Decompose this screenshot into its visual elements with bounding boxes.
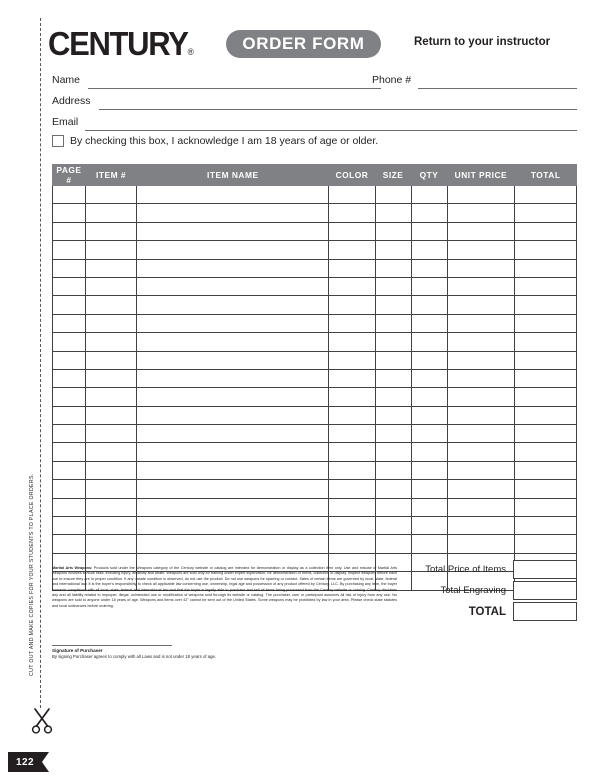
table-row bbox=[53, 517, 577, 535]
table-cell[interactable] bbox=[411, 517, 447, 535]
table-cell[interactable] bbox=[85, 222, 136, 240]
table-cell[interactable] bbox=[411, 461, 447, 479]
table-cell[interactable] bbox=[447, 443, 515, 461]
table-cell[interactable] bbox=[85, 443, 136, 461]
column-header-unit-price: UNIT PRICE bbox=[447, 165, 515, 186]
table-row bbox=[53, 425, 577, 443]
table-cell[interactable] bbox=[137, 204, 329, 222]
table-cell[interactable] bbox=[85, 333, 136, 351]
order-items-table bbox=[52, 164, 577, 591]
table-cell[interactable] bbox=[329, 406, 375, 424]
table-cell[interactable] bbox=[515, 369, 577, 387]
table-cell[interactable] bbox=[375, 186, 411, 204]
table-cell[interactable] bbox=[53, 277, 86, 295]
table-cell[interactable] bbox=[53, 241, 86, 259]
table-cell[interactable] bbox=[85, 517, 136, 535]
table-cell[interactable] bbox=[375, 443, 411, 461]
table-cell[interactable] bbox=[53, 406, 86, 424]
table-cell[interactable] bbox=[85, 351, 136, 369]
phone-label: Phone # bbox=[372, 74, 412, 86]
table-cell[interactable] bbox=[411, 425, 447, 443]
address-field-row bbox=[52, 95, 577, 111]
table-cell[interactable] bbox=[515, 333, 577, 351]
table-cell[interactable] bbox=[515, 406, 577, 424]
table-cell[interactable] bbox=[447, 296, 515, 314]
table-row bbox=[53, 480, 577, 498]
totals-block bbox=[407, 560, 577, 623]
table-cell[interactable] bbox=[137, 406, 329, 424]
table-cell[interactable] bbox=[375, 498, 411, 516]
table-cell[interactable] bbox=[447, 406, 515, 424]
table-cell[interactable] bbox=[329, 241, 375, 259]
table-row bbox=[53, 222, 577, 240]
form-header bbox=[48, 25, 577, 68]
table-cell[interactable] bbox=[137, 443, 329, 461]
table-cell[interactable] bbox=[137, 461, 329, 479]
table-cell[interactable] bbox=[329, 461, 375, 479]
table-row bbox=[53, 498, 577, 516]
table-cell[interactable] bbox=[411, 222, 447, 240]
total-price-label: Total Price of Items bbox=[425, 564, 506, 575]
email-field-row bbox=[52, 116, 577, 132]
table-cell[interactable] bbox=[411, 259, 447, 277]
table-cell[interactable] bbox=[329, 480, 375, 498]
table-row bbox=[53, 241, 577, 259]
table-cell[interactable] bbox=[329, 296, 375, 314]
table-cell[interactable] bbox=[375, 425, 411, 443]
table-cell[interactable] bbox=[411, 498, 447, 516]
table-cell[interactable] bbox=[515, 241, 577, 259]
table-cell[interactable] bbox=[85, 406, 136, 424]
table-cell[interactable] bbox=[375, 406, 411, 424]
table-header-row bbox=[53, 165, 577, 186]
table-row bbox=[53, 535, 577, 553]
table-cell[interactable] bbox=[375, 241, 411, 259]
table-cell[interactable] bbox=[447, 480, 515, 498]
name-input[interactable] bbox=[88, 88, 381, 89]
column-header-qty: QTY bbox=[411, 165, 447, 186]
table-cell[interactable] bbox=[411, 480, 447, 498]
legal-heading: Martial Arts Weapons: bbox=[52, 566, 93, 570]
table-cell[interactable] bbox=[447, 277, 515, 295]
table-cell[interactable] bbox=[447, 204, 515, 222]
table-cell[interactable] bbox=[515, 222, 577, 240]
table-cell[interactable] bbox=[375, 277, 411, 295]
table-cell[interactable] bbox=[375, 351, 411, 369]
table-cell[interactable] bbox=[85, 259, 136, 277]
table-cell[interactable] bbox=[447, 222, 515, 240]
table-cell[interactable] bbox=[375, 535, 411, 553]
cut-instruction-text: CUT OUT AND MAKE COPIES FOR YOUR STUDENTS TO PLACE ORDERS. bbox=[29, 473, 35, 676]
signature-title: Signature of Purchaser bbox=[52, 648, 103, 653]
table-cell[interactable] bbox=[329, 186, 375, 204]
table-cell[interactable] bbox=[447, 333, 515, 351]
totals-row bbox=[407, 581, 577, 600]
table-row bbox=[53, 204, 577, 222]
table-cell[interactable] bbox=[515, 498, 577, 516]
table-cell[interactable] bbox=[515, 186, 577, 204]
table-cell[interactable] bbox=[85, 314, 136, 332]
column-header-size: SIZE bbox=[375, 165, 411, 186]
name-label: Name bbox=[52, 74, 81, 86]
table-cell[interactable] bbox=[329, 369, 375, 387]
table-cell[interactable] bbox=[137, 277, 329, 295]
table-cell[interactable] bbox=[375, 296, 411, 314]
table-cell[interactable] bbox=[411, 296, 447, 314]
email-input[interactable] bbox=[85, 130, 577, 131]
table-cell[interactable] bbox=[375, 204, 411, 222]
table-row bbox=[53, 333, 577, 351]
table-cell[interactable] bbox=[447, 241, 515, 259]
table-cell[interactable] bbox=[515, 480, 577, 498]
table-cell[interactable] bbox=[329, 204, 375, 222]
table-cell[interactable] bbox=[85, 461, 136, 479]
table-cell[interactable] bbox=[85, 296, 136, 314]
return-to-instructor-note: Return to your instructor bbox=[414, 36, 551, 48]
table-cell[interactable] bbox=[411, 204, 447, 222]
table-cell[interactable] bbox=[53, 369, 86, 387]
table-cell[interactable] bbox=[53, 461, 86, 479]
table-cell[interactable] bbox=[447, 461, 515, 479]
name-phone-field-row bbox=[52, 74, 577, 90]
order-items-body bbox=[53, 186, 577, 591]
total-engraving-label: Total Engraving bbox=[440, 585, 506, 596]
table-cell[interactable] bbox=[53, 425, 86, 443]
table-cell[interactable] bbox=[447, 314, 515, 332]
table-cell[interactable] bbox=[411, 277, 447, 295]
table-cell[interactable] bbox=[447, 369, 515, 387]
table-cell[interactable] bbox=[447, 259, 515, 277]
table-cell[interactable] bbox=[375, 369, 411, 387]
total-price-input[interactable] bbox=[513, 560, 577, 579]
table-cell[interactable] bbox=[329, 314, 375, 332]
table-cell[interactable] bbox=[137, 480, 329, 498]
table-cell[interactable] bbox=[53, 517, 86, 535]
table-cell[interactable] bbox=[515, 461, 577, 479]
table-cell[interactable] bbox=[329, 517, 375, 535]
cut-dashed-line bbox=[40, 18, 41, 708]
table-cell[interactable] bbox=[137, 333, 329, 351]
table-cell[interactable] bbox=[137, 369, 329, 387]
email-label: Email bbox=[52, 116, 79, 128]
table-cell[interactable] bbox=[329, 351, 375, 369]
age-acknowledgement-label: By checking this box, I acknowledge I am 18 years of age or older. bbox=[70, 135, 379, 147]
table-cell[interactable] bbox=[375, 461, 411, 479]
table-row bbox=[53, 388, 577, 406]
order-form-sheet bbox=[48, 0, 577, 782]
table-cell[interactable] bbox=[85, 204, 136, 222]
table-cell[interactable] bbox=[375, 314, 411, 332]
table-cell[interactable] bbox=[53, 498, 86, 516]
table-cell[interactable] bbox=[329, 425, 375, 443]
table-cell[interactable] bbox=[53, 186, 86, 204]
table-cell[interactable] bbox=[329, 498, 375, 516]
signature-note: By signing Purchaser agrees to comply with all Laws and is not under 18 years of age. bbox=[52, 654, 217, 659]
brand-name: CENTURY bbox=[48, 25, 188, 62]
page-number-badge: 122 bbox=[8, 752, 42, 772]
table-cell[interactable] bbox=[411, 388, 447, 406]
table-cell[interactable] bbox=[53, 388, 86, 406]
table-cell[interactable] bbox=[137, 296, 329, 314]
table-cell[interactable] bbox=[375, 517, 411, 535]
address-label: Address bbox=[52, 95, 91, 107]
table-cell[interactable] bbox=[53, 296, 86, 314]
legal-disclaimer bbox=[52, 566, 397, 609]
table-cell[interactable] bbox=[447, 186, 515, 204]
table-cell[interactable] bbox=[53, 204, 86, 222]
table-cell[interactable] bbox=[85, 535, 136, 553]
table-cell[interactable] bbox=[515, 314, 577, 332]
signature-block bbox=[52, 645, 227, 660]
table-row bbox=[53, 351, 577, 369]
table-row bbox=[53, 259, 577, 277]
table-cell[interactable] bbox=[515, 517, 577, 535]
totals-row bbox=[407, 560, 577, 579]
table-cell[interactable] bbox=[53, 351, 86, 369]
table-cell[interactable] bbox=[447, 517, 515, 535]
signature-line[interactable] bbox=[52, 645, 172, 646]
table-cell[interactable] bbox=[375, 333, 411, 351]
table-cell[interactable] bbox=[329, 388, 375, 406]
table-row bbox=[53, 277, 577, 295]
table-cell[interactable] bbox=[85, 425, 136, 443]
table-cell[interactable] bbox=[515, 296, 577, 314]
table-cell[interactable] bbox=[329, 277, 375, 295]
table-cell[interactable] bbox=[85, 388, 136, 406]
table-cell[interactable] bbox=[447, 425, 515, 443]
table-cell[interactable] bbox=[85, 186, 136, 204]
table-cell[interactable] bbox=[137, 498, 329, 516]
table-cell[interactable] bbox=[85, 480, 136, 498]
phone-input[interactable] bbox=[418, 88, 577, 89]
table-cell[interactable] bbox=[329, 535, 375, 553]
table-cell[interactable] bbox=[137, 351, 329, 369]
table-cell[interactable] bbox=[137, 186, 329, 204]
table-cell[interactable] bbox=[447, 351, 515, 369]
table-row bbox=[53, 186, 577, 204]
table-cell[interactable] bbox=[53, 222, 86, 240]
table-cell[interactable] bbox=[137, 388, 329, 406]
table-cell[interactable] bbox=[447, 535, 515, 553]
table-cell[interactable] bbox=[447, 388, 515, 406]
table-cell[interactable] bbox=[411, 241, 447, 259]
registered-trademark-icon: ® bbox=[187, 47, 194, 57]
century-logo bbox=[48, 26, 194, 70]
table-cell[interactable] bbox=[85, 498, 136, 516]
table-cell[interactable] bbox=[375, 480, 411, 498]
table-cell[interactable] bbox=[137, 314, 329, 332]
table-cell[interactable] bbox=[411, 535, 447, 553]
table-cell[interactable] bbox=[375, 388, 411, 406]
table-cell[interactable] bbox=[85, 241, 136, 259]
table-cell[interactable] bbox=[53, 480, 86, 498]
table-cell[interactable] bbox=[329, 222, 375, 240]
table-cell[interactable] bbox=[515, 443, 577, 461]
table-cell[interactable] bbox=[515, 259, 577, 277]
total-engraving-input[interactable] bbox=[513, 581, 577, 600]
table-cell[interactable] bbox=[329, 333, 375, 351]
table-cell[interactable] bbox=[411, 333, 447, 351]
table-cell[interactable] bbox=[411, 314, 447, 332]
column-header-page: PAGE # bbox=[53, 165, 86, 186]
table-cell[interactable] bbox=[329, 443, 375, 461]
table-row bbox=[53, 314, 577, 332]
column-header-item-name: ITEM NAME bbox=[137, 165, 329, 186]
order-form-title-pill: ORDER FORM bbox=[226, 30, 381, 58]
table-cell[interactable] bbox=[137, 222, 329, 240]
column-header-item-number: ITEM # bbox=[85, 165, 136, 186]
table-cell[interactable] bbox=[411, 443, 447, 461]
table-cell[interactable] bbox=[515, 204, 577, 222]
table-cell[interactable] bbox=[411, 369, 447, 387]
table-cell[interactable] bbox=[137, 517, 329, 535]
table-row bbox=[53, 296, 577, 314]
totals-row bbox=[407, 602, 577, 621]
table-cell[interactable] bbox=[515, 535, 577, 553]
table-row bbox=[53, 369, 577, 387]
grand-total-input[interactable] bbox=[513, 602, 577, 621]
table-row bbox=[53, 406, 577, 424]
table-cell[interactable] bbox=[53, 443, 86, 461]
legal-body: Products sold under the Weapons category of the Century website or catalog are intended for demonstration or display as a collection item only. Use and misuse of Martial Arts weapons involves serious risks, including injury, disability and death. Weapons are sold only for training under expert supervision, for demonstration or forms, collection or display. Inspect weapons before each use to ensure they are in proper condition. If any unsafe condition is observed, do not use the product. Do not use weapons for sparring or contact. Sales of certain items are governed by local, state, federal and international law. It is the buyer's responsibility to check all applicable law concerning use, ownership, legal age and possession of any product offered by Century, LLC. By purchasing any item, the buyer warrants compliance with all local, state, federal and international law and that the buyer is legally able to purchase and sell all items being purchased from the Century website or catalog. Century disclaims any and all liability related to improper, illegal, unintended use or modification of weapons sold through its website or catalog. The purchaser, user or participant assumes all risk of injury from any use. No weapons are sold to anyone under 18 years of age. Weapons and items over 42" cannot be sent out of the United States. Some weapons may be prohibited by law in your area. Please check state statutes and local ordinances before ordering. bbox=[52, 566, 397, 608]
table-cell[interactable] bbox=[53, 259, 86, 277]
table-cell[interactable] bbox=[375, 259, 411, 277]
table-cell[interactable] bbox=[53, 314, 86, 332]
table-cell[interactable] bbox=[411, 186, 447, 204]
table-cell[interactable] bbox=[447, 498, 515, 516]
table-cell[interactable] bbox=[137, 535, 329, 553]
table-cell[interactable] bbox=[137, 241, 329, 259]
column-header-total: TOTAL bbox=[515, 165, 577, 186]
grand-total-label: TOTAL bbox=[468, 605, 506, 618]
table-cell[interactable] bbox=[375, 222, 411, 240]
table-cell[interactable] bbox=[137, 425, 329, 443]
table-row bbox=[53, 461, 577, 479]
table-cell[interactable] bbox=[411, 406, 447, 424]
table-cell[interactable] bbox=[515, 425, 577, 443]
age-acknowledgement-checkbox[interactable] bbox=[52, 135, 64, 147]
table-cell[interactable] bbox=[515, 277, 577, 295]
table-cell[interactable] bbox=[137, 259, 329, 277]
age-acknowledgement-row[interactable] bbox=[52, 135, 378, 147]
table-row bbox=[53, 443, 577, 461]
column-header-color: COLOR bbox=[329, 165, 375, 186]
table-cell[interactable] bbox=[515, 388, 577, 406]
table-cell[interactable] bbox=[85, 277, 136, 295]
table-cell[interactable] bbox=[85, 369, 136, 387]
table-cell[interactable] bbox=[53, 535, 86, 553]
table-cell[interactable] bbox=[329, 259, 375, 277]
table-cell[interactable] bbox=[53, 333, 86, 351]
table-cell[interactable] bbox=[411, 351, 447, 369]
address-input[interactable] bbox=[99, 109, 577, 110]
table-cell[interactable] bbox=[515, 351, 577, 369]
